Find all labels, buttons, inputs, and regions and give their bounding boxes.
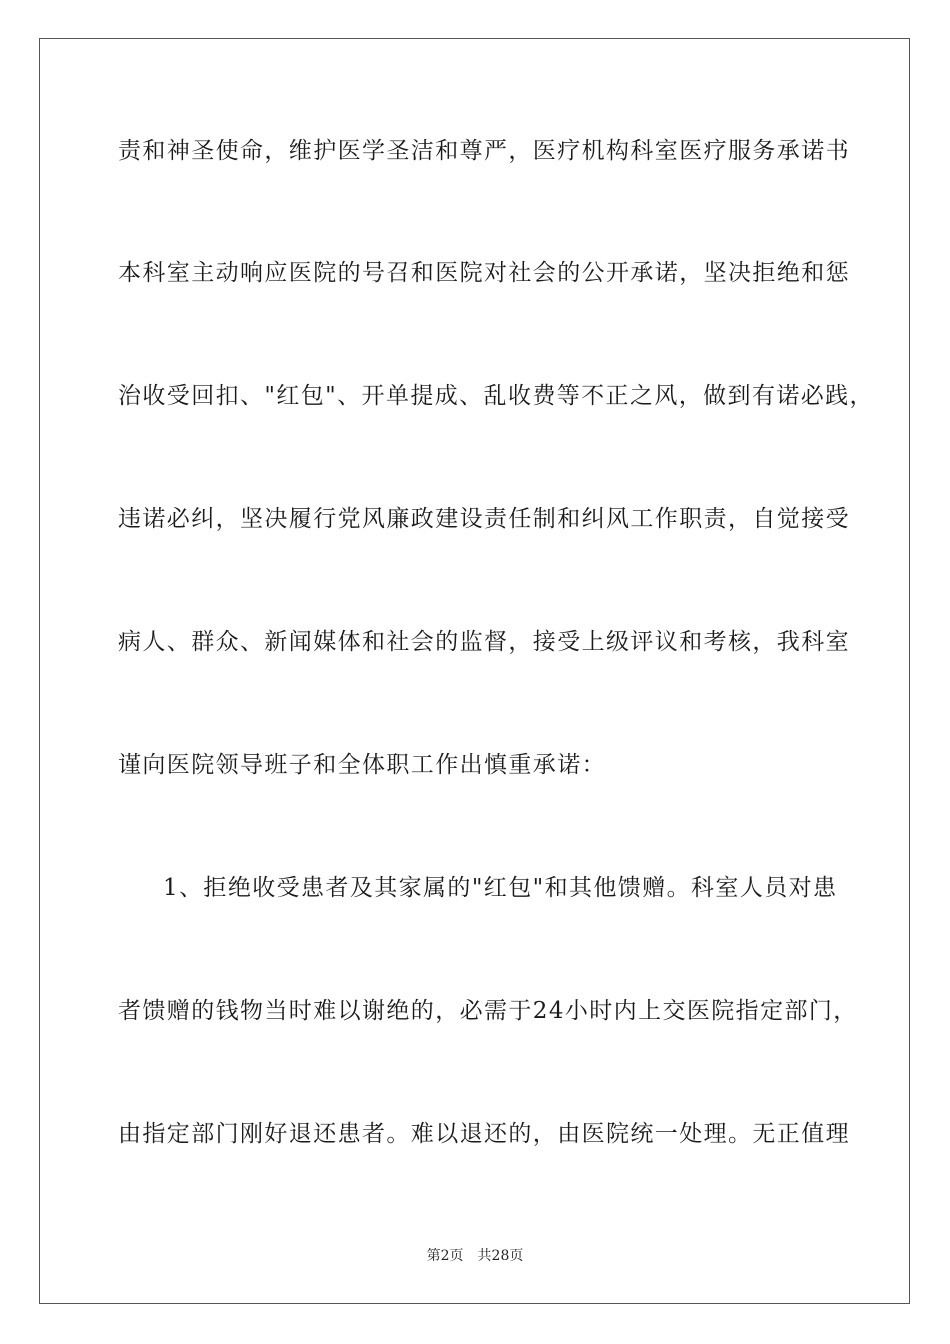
page-total: 共28页 — [477, 1248, 524, 1264]
text-line-7: 1、拒绝收受患者及其家属的"红包"和其他馈赠。科室人员对患 — [163, 875, 838, 901]
text-line-4: 违诺必纠，坚决履行党风廉政建设责任制和纠风工作职责，自觉接受 — [118, 506, 850, 532]
page-number: 第2页 — [426, 1248, 464, 1264]
text-line-2: 本科室主动响应医院的号召和医院对社会的公开承诺，坚决拒绝和惩 — [118, 260, 850, 286]
page-footer — [0, 1247, 950, 1265]
text-line-9: 由指定部门刚好退还患者。难以退还的，由医院统一处理。无正值理 — [118, 1121, 850, 1147]
text-line-8: 者馈赠的钱物当时难以谢绝的，必需于24小时内上交医院指定部门， — [118, 998, 858, 1024]
text-line-6: 谨向医院领导班子和全体职工作出慎重承诺： — [118, 752, 606, 778]
text-line-5: 病人、群众、新闻媒体和社会的监督，接受上级评议和考核，我科室 — [118, 629, 850, 655]
text-line-3: 治收受回扣、"红包"、开单提成、乱收费等不正之风，做到有诺必践， — [118, 383, 874, 409]
text-line-1: 责和神圣使命，维护医学圣洁和尊严，医疗机构科室医疗服务承诺书 — [118, 138, 850, 164]
page-border — [39, 38, 910, 1304]
